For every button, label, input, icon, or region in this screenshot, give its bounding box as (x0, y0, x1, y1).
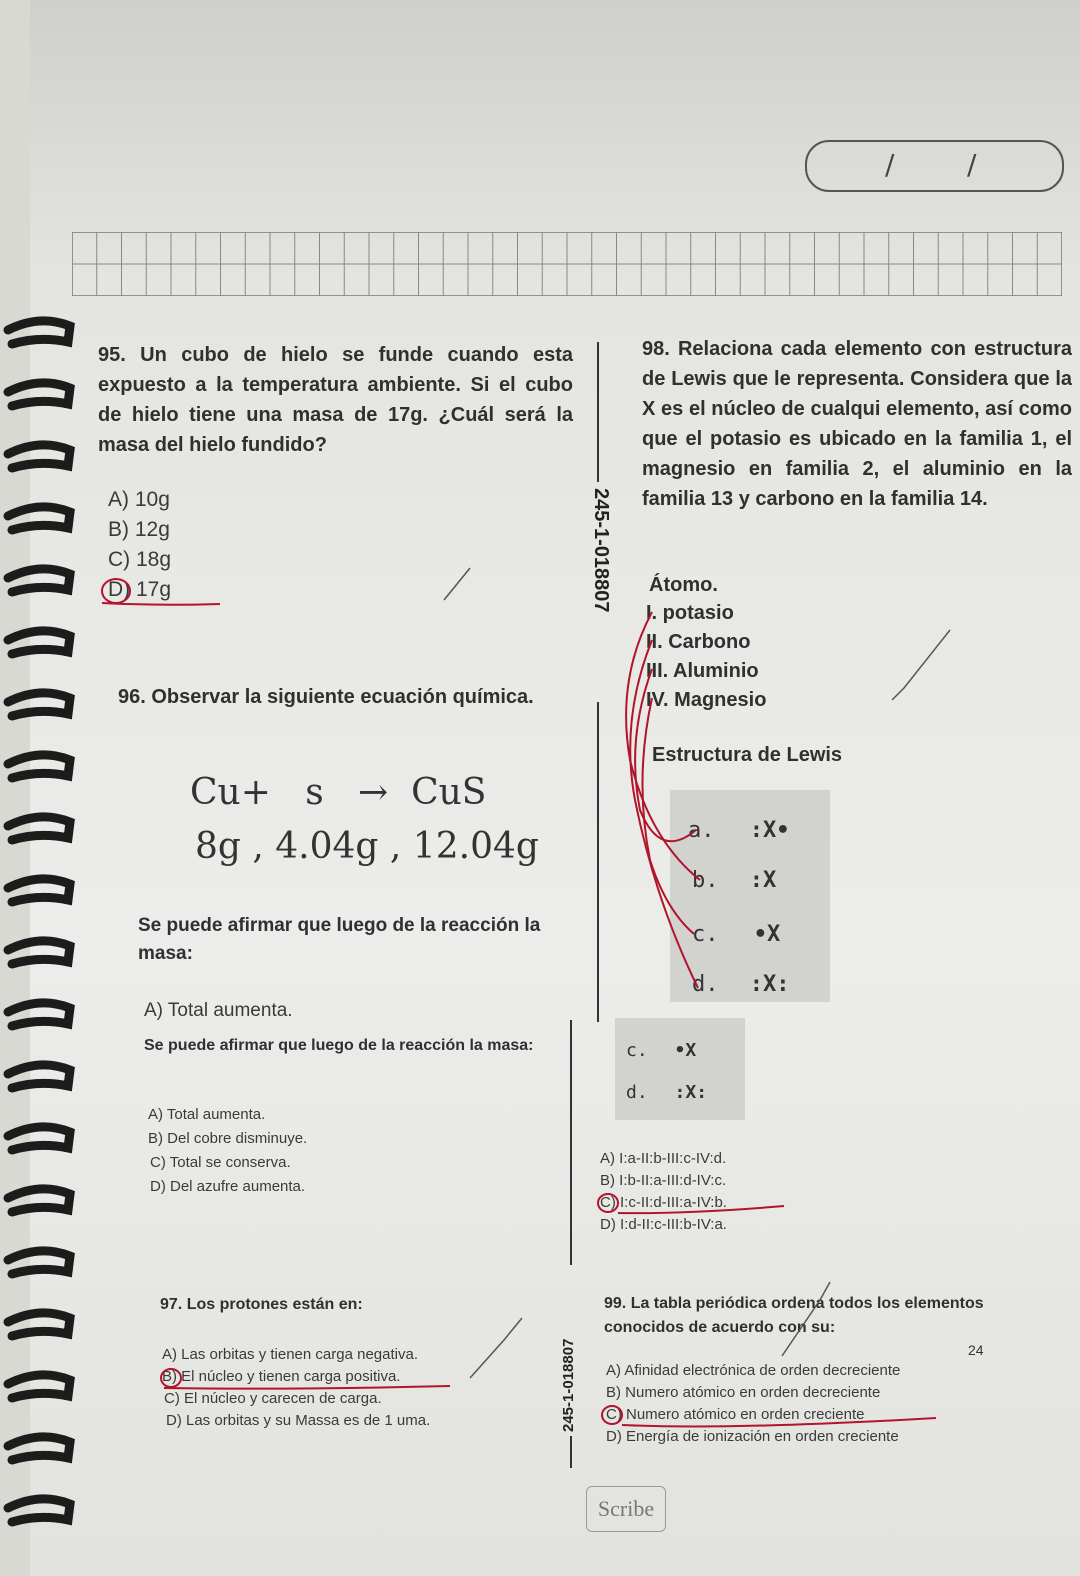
q98-atom-4: IV. Magnesio (646, 689, 767, 711)
spiral-ring (8, 445, 70, 468)
lewis-d-label: d. (692, 972, 719, 997)
q96-option-a: A) Total aumenta. (148, 1106, 266, 1123)
q99-option-b: B) Numero atómico en orden decreciente (606, 1384, 881, 1401)
q98-text: 98. Relaciona cada elemento con estructura de Lewis que le representa. Considera que la X es el núcleo de cualqui elemento, así como que el potasio es ubicado en la familia 1, el magnesio en familia 2, el aluminio en la familia 13 y carbono en la familia 14. (642, 338, 1072, 510)
lewis-repeat-c-symbol: •X (674, 1040, 697, 1061)
q96-option-b: B) Del cobre disminuye. (148, 1130, 308, 1147)
lewis-panel-repeat (615, 1018, 745, 1120)
q96-equation-line2: 8g , 4.04g , 12.04g (195, 826, 539, 867)
q95-option-a: A) 10g (108, 488, 170, 511)
spiral-ring (8, 1003, 70, 1026)
code-lower: 245-1-018807 (560, 1338, 577, 1432)
lewis-c-label: c. (692, 922, 719, 947)
q98-option-d: D) I:d-II:c-III:b-IV:a. (600, 1216, 727, 1233)
lewis-a (688, 818, 790, 843)
spiral-ring (8, 321, 70, 344)
q97-option-a: A) Las orbitas y tienen carga negativa. (162, 1346, 418, 1363)
spiral-ring (8, 1313, 70, 1336)
page-number: 24 (968, 1342, 984, 1358)
lewis-b-symbol: :X (749, 868, 777, 893)
spiral-ring (8, 507, 70, 530)
notebook-page (30, 0, 1080, 1576)
lewis-repeat-c (626, 1040, 696, 1061)
lewis-c (692, 922, 780, 947)
lewis-a-label: a. (688, 818, 715, 843)
q96-option-d: D) Del azufre aumenta. (150, 1178, 306, 1195)
q95-option-d: D) 17g (108, 578, 172, 601)
q98-atom-header: Átomo. (649, 574, 718, 596)
lewis-repeat-d-label: d. (626, 1082, 648, 1103)
spiral-ring (8, 1437, 70, 1460)
spiral-ring (8, 569, 70, 592)
q99-text: 99. La tabla periódica ordena todos los elementos conocidos de acuerdo con su: (604, 1295, 984, 1336)
lewis-d (692, 972, 790, 997)
q96-prompt-small: Se puede afirmar que luego de la reacción la masa: (144, 1037, 534, 1054)
q98-option-b: B) I:b-II:a-III:d-IV:c. (600, 1172, 727, 1189)
divider-lower-bottom (570, 1436, 572, 1468)
q98-atom-2: II. Carbono (646, 631, 751, 653)
q98-option-a: A) I:a-II:b-III:c-IV:d. (600, 1150, 727, 1167)
lewis-repeat-c-label: c. (626, 1040, 648, 1061)
q97-option-b: B) El núcleo y tienen carga positiva. (162, 1368, 401, 1385)
q98-atom-3: III. Aluminio (646, 660, 759, 682)
spiral-ring (8, 1189, 70, 1212)
q96-title: 96. Observar la siguiente ecuación química. (118, 686, 534, 708)
lewis-a-symbol: :X• (749, 818, 790, 843)
spiral-ring (8, 383, 70, 406)
q95-text: 95. Un cubo de hielo se funde cuando esta expuesto a la temperatura ambiente. Si el cubo de hielo tiene una masa de 17g. ¿Cuál será la masa del hielo fundido? (98, 344, 573, 456)
q95-option-c: C) 18g (108, 548, 172, 571)
grid-strip (72, 232, 1062, 296)
divider-upper-bottom (597, 702, 599, 1022)
q97-title: 97. Los protones están en: (160, 1296, 363, 1313)
lewis-b (692, 868, 776, 893)
spiral-ring (8, 941, 70, 964)
q99-option-d: D) Energía de ionización en orden creciente (606, 1428, 899, 1445)
code-upper: 245-1-018807 (590, 488, 612, 613)
q96-option-a-large: A) Total aumenta. (144, 1000, 293, 1021)
lewis-c-symbol: •X (753, 922, 781, 947)
date-slash-2: / (967, 148, 977, 181)
spiral-ring (8, 755, 70, 778)
spiral-ring (8, 817, 70, 840)
date-box (805, 140, 1064, 192)
q99-option-c: C) Numero atómico en orden creciente (606, 1406, 865, 1423)
q98-atom-1: I. potasio (646, 602, 734, 624)
lewis-d-symbol: :X: (749, 972, 790, 997)
divider-lower-top (570, 1020, 572, 1265)
spiral-ring (8, 879, 70, 902)
date-slash-1: / (885, 148, 895, 181)
spiral-binding (0, 0, 120, 1576)
spiral-ring (8, 1499, 70, 1522)
q95-option-b: B) 12g (108, 518, 170, 541)
scribe-watermark: Scribe (586, 1486, 666, 1532)
lewis-b-label: b. (692, 868, 719, 893)
q98-option-c: C) I:c-II:d-III:a-IV:b. (600, 1194, 727, 1211)
q96-option-c: C) Total se conserva. (150, 1154, 291, 1171)
divider-upper-top (597, 342, 599, 482)
q96-prompt-large: Se puede afirmar que luego de la reacción la masa: (138, 915, 541, 964)
lewis-repeat-d-symbol: :X: (674, 1082, 708, 1103)
spiral-ring (8, 1251, 70, 1274)
q97-option-d: D) Las orbitas y su Massa es de 1 uma. (166, 1412, 431, 1429)
spiral-ring (8, 1127, 70, 1150)
q96-equation-line1: Cu+ s → CuS (190, 772, 487, 813)
q97-option-c: C) El núcleo y carecen de carga. (164, 1390, 382, 1407)
spiral-ring (8, 1065, 70, 1088)
q98-lewis-header: Estructura de Lewis (652, 744, 843, 766)
spiral-ring (8, 631, 70, 654)
q99-option-a: A) Afinidad electrónica de orden decreciente (606, 1362, 901, 1379)
spiral-ring (8, 1375, 70, 1398)
lewis-repeat-d (626, 1082, 707, 1103)
spiral-ring (8, 693, 70, 716)
